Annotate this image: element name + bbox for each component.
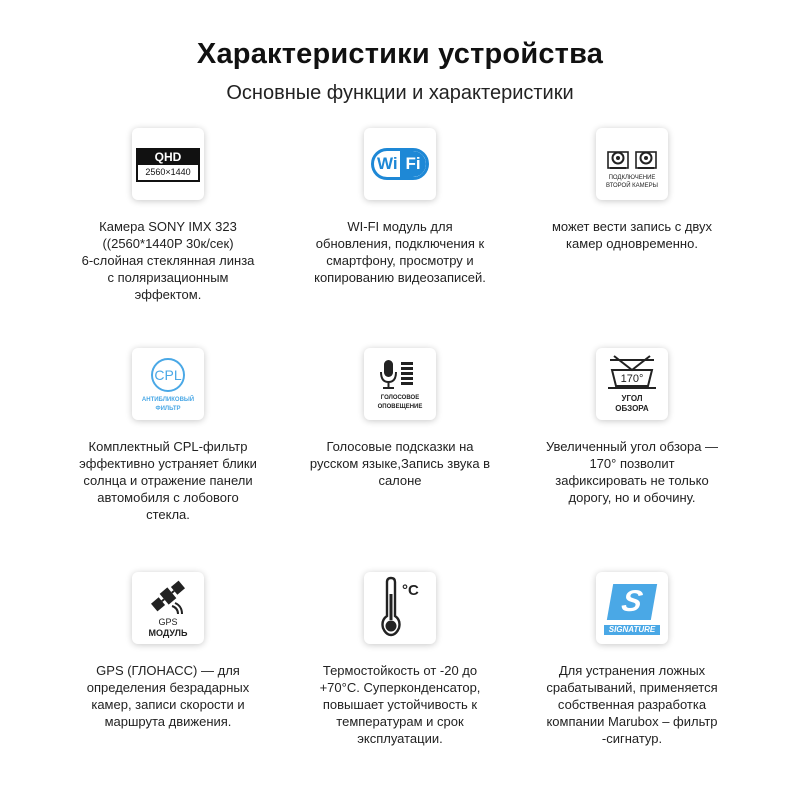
feature-voice	[280, 348, 520, 489]
signature-icon	[596, 572, 668, 644]
feature-description: Комплектный CPL-фильтр эффективно устраняет блики солнца и отражение панели автомобиля с лобового стекла.	[79, 439, 257, 522]
icon-caption: ФИЛЬТР	[155, 406, 181, 412]
feature-temperature	[280, 572, 520, 747]
feature-gps	[48, 572, 288, 730]
icon-caption: АНТИБЛИКОВЫЙ	[141, 397, 195, 403]
view-angle-icon	[596, 348, 668, 420]
feature-wifi	[280, 128, 520, 286]
icon-caption: ОБЗОРА	[615, 404, 649, 413]
icon-caption: ВТОРОЙ КАМЕРЫ	[606, 183, 658, 189]
cpl-filter-icon	[132, 348, 204, 420]
qhd-label: QHD	[138, 150, 198, 165]
feature-description: Для устранения ложных срабатываний, применяется собственная разработка компании Marubox – фильтр -сигнатур.	[546, 663, 718, 746]
feature-view-angle	[512, 348, 752, 506]
camera-right-icon	[636, 152, 656, 168]
second-camera-icon	[596, 128, 668, 200]
feature-description: Увеличенный угол обзора — 170° позволит зафиксировать не только дорогу, но и обочину.	[545, 439, 719, 505]
feature-description: WI-FI модуль для обновления, подключения к смартфону, просмотру и копированию видеозаписей.	[314, 219, 486, 285]
feature-cpl	[48, 348, 288, 523]
icon-caption: МОДУЛЬ	[148, 628, 188, 638]
feature-description: Голосовые подсказки на русском языке,Запись звука в салоне	[309, 439, 491, 488]
feature-description: GPS (ГЛОНАСС) — для определения безрадарных камер, записи скорости и маршрута движения.	[86, 663, 250, 729]
icon-caption: ГОЛОСОВОЕ	[380, 395, 420, 401]
gps-satellite-icon	[132, 572, 204, 644]
signature-s-badge: S	[607, 584, 657, 620]
resolution-label: 2560×1440	[145, 167, 191, 177]
sound-bars-icon	[401, 362, 413, 385]
angle-value: 170°	[620, 373, 644, 385]
icon-caption: GPS	[158, 617, 178, 627]
feature-description: Термостойкость от -20 до +70°C. Суперконденсатор, повышает устойчивость к температурам и срок эксплуатации.	[319, 663, 481, 746]
thermometer-icon	[364, 572, 436, 644]
feature-second-camera	[512, 128, 752, 252]
feature-qhd	[48, 128, 288, 303]
cpl-circle: CPL	[151, 358, 185, 392]
microphone-icon	[364, 348, 436, 420]
feature-signature	[512, 572, 752, 747]
feature-description: Камера SONY IMX 323 ((2560*1440P 30к/сек) 6-слойная стеклянная линза с поляризационным эффектом.	[81, 219, 255, 302]
icon-caption: ПОДКЛЮЧЕНИЕ	[608, 175, 656, 181]
icon-caption: УГОЛ	[621, 394, 643, 403]
celsius-label: °C	[402, 582, 419, 599]
page-subtitle: Основные функции и характеристики	[226, 82, 574, 104]
wifi-icon	[364, 128, 436, 200]
qhd-camera-icon	[132, 128, 204, 200]
camera-left-icon	[608, 152, 628, 168]
icon-caption: ОПОВЕЩЕНИЕ	[377, 404, 423, 410]
icon-caption: SIGNATURE	[604, 625, 660, 635]
page-title: Характеристики устройства	[196, 38, 604, 70]
feature-description: может вести запись с двух камер одновременно.	[551, 219, 713, 251]
wifi-wi-text: Wi	[377, 154, 398, 173]
wifi-fi-text: Fi	[400, 151, 426, 177]
